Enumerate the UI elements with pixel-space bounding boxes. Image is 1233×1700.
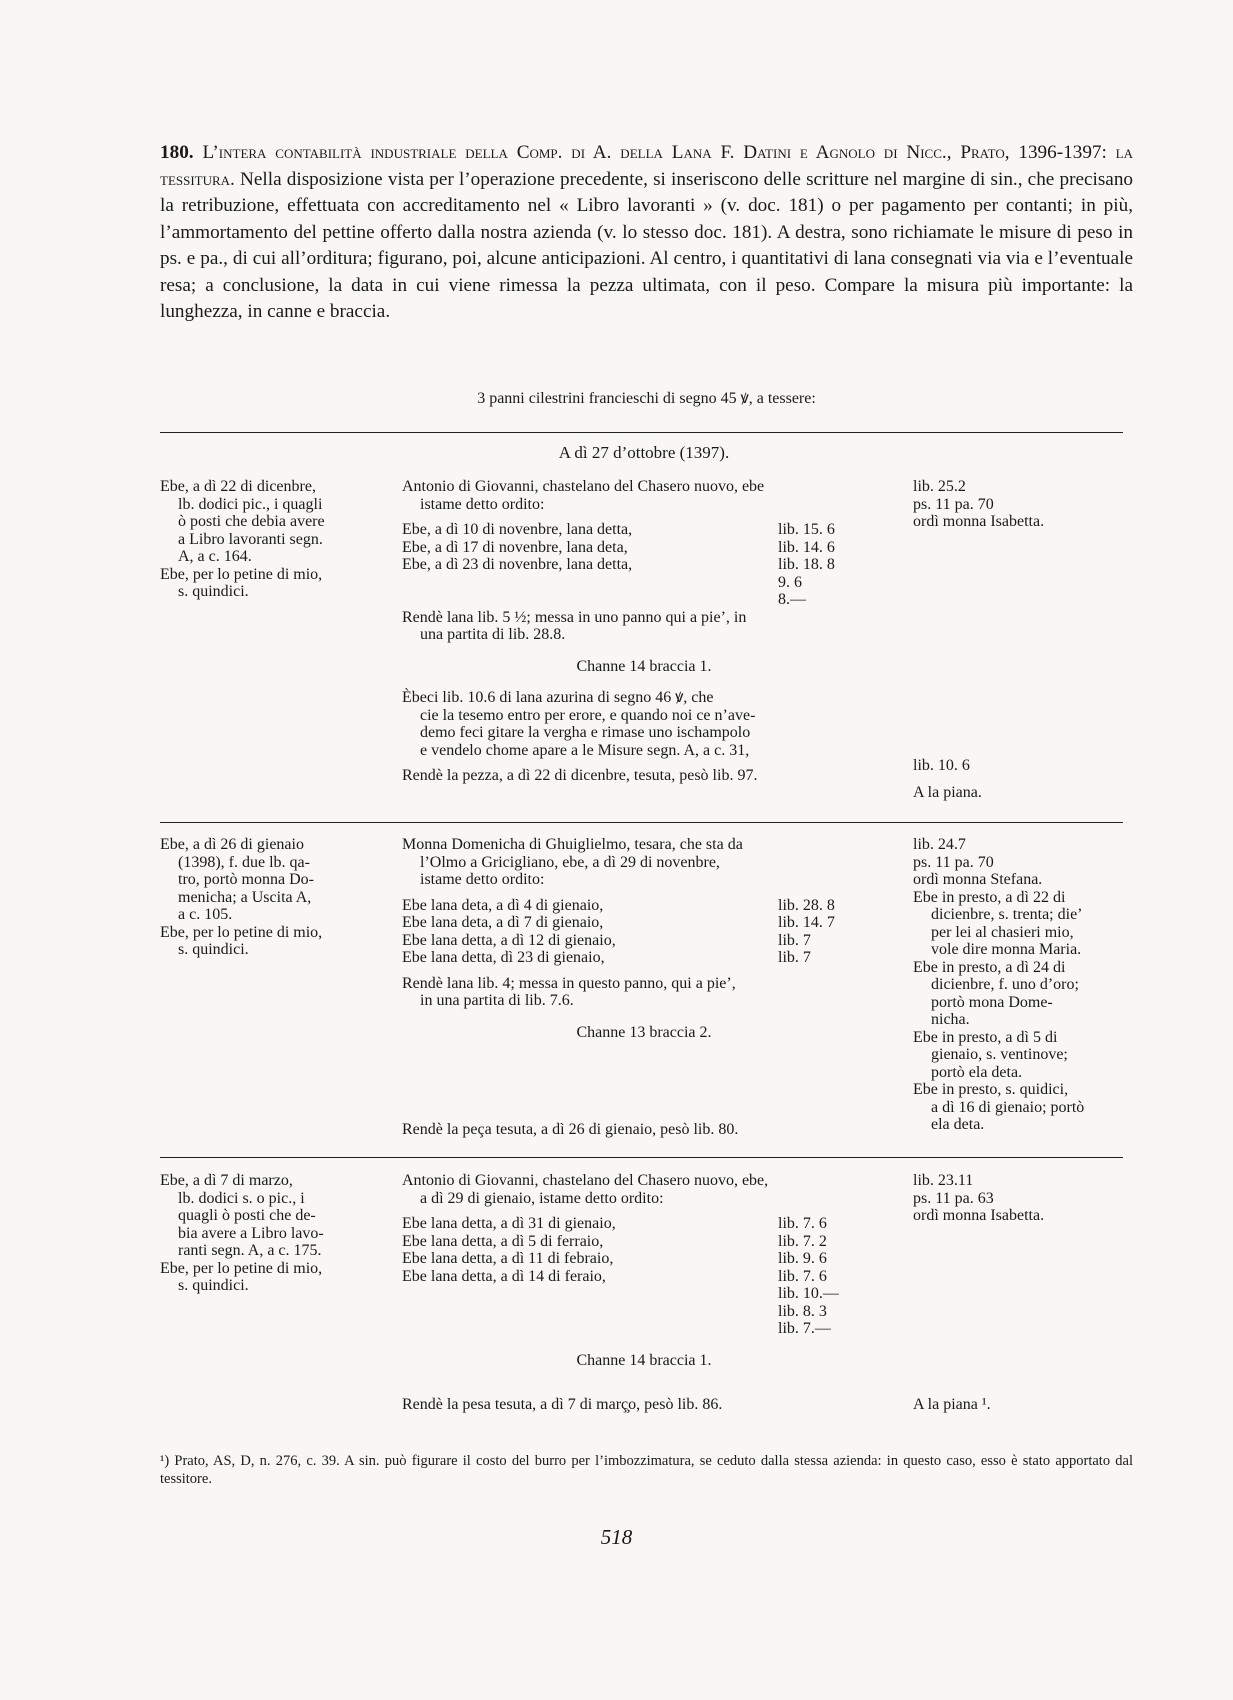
entry2-final: Rendè la peça tesuta, a dì 26 di gienaio, pesò lib. 80. [402, 1121, 739, 1138]
section-subtitle: 3 panni cilestrini francieschi di segno 45 ꝟ, a tessere: [477, 390, 816, 407]
entry3-channe: Channe 14 braccia 1. [576, 1351, 712, 1369]
table-row: Ebe lana detta, a dì 31 di gienaio, lib. 7. 6 [402, 1215, 827, 1232]
entry3-main: Antonio di Giovanni, chastelano del Chasero nuovo, ebe, a dì 29 di gienaio, istame detto ordito: Ebe lana detta, a dì 31 di gienaio, lib. 7. 6 Ebe lana detta, a dì 5 di ferraio, lib. 7. 2 Ebe lana detta, a dì 11 di febraio, lib. 9. 6 Ebe lana detta, a dì 14 di feraio, lib. 7. 6 lib. 10.— lib. 8. 3 lib. 7.— Channe 14 braccia 1. [402, 1172, 886, 1369]
table-row: Ebe lana detta, a dì 11 di febraio, lib. 9. 6 [402, 1250, 827, 1267]
entry2-channe: Channe 13 braccia 2. [576, 1023, 712, 1041]
table-row: Ebe, a dì 23 di novenbre, lana detta, lib. 18. 8 [402, 556, 835, 573]
divider [160, 1157, 1123, 1158]
doc-description: Nella disposizione vista per l’operazione precedente, si inseriscono delle scritture nel margine di sin., che precisano la retribuzione, effettuata con accreditamento nel « Libro lavoranti » (v. doc. 181) o per pagamento per contanti; in più, l’ammortamento del pettine offerto dalla nostra azienda (v. lo stesso doc. 181). A destra, sono richiamate le misure di peso in ps. e pa., di cui all’orditura; figurano, poi, alcune anticipazioni. Al centro, i quantitativi di lana consegnati via via e l’eventuale resa; a conclusione, la data in cui viene rimessa la pezza ultimata, con il peso. Compare la misura più importante: la lunghezza, in canne e braccia. [160, 168, 1134, 322]
intro-paragraph [160, 140, 1133, 326]
doc-number: 180. [160, 142, 194, 163]
entry1-right-final: A la piana. [913, 784, 982, 801]
entry1-date: A dì 27 d’ottobre (1397). [558, 443, 730, 462]
entry3-right-notes: lib. 23.11 ps. 11 pa. 63 ordì monna Isabetta. [913, 1172, 1045, 1224]
table-row: Ebe lana deta, a dì 7 di gienaio, lib. 14. 7 [402, 914, 835, 931]
table-row: Ebe lana deta, a dì 4 di gienaio, lib. 28. 8 [402, 896, 835, 914]
footnote: ¹) Prato, AS, D, n. 276, c. 39. A sin. può figurare il costo del burro per l’imbozzimatura, se ceduto dalla stessa azienda: in questo caso, esso è stato apportato dal tessitore. [160, 1453, 1133, 1487]
entry2-main: Monna Domenicha di Ghuiglielmo, tesara, che sta da l’Olmo a Gricigliano, ebe, a dì 29 di novenbre, istame detto ordito: Ebe lana deta, a dì 4 di gienaio, lib. 28. 8 Ebe lana deta, a dì 7 di gienaio, lib. 14. 7 Ebe lana detta, a dì 12 di gienaio, lib. 7 Ebe lana detta, dì 23 di gienaio, lib. 7 Rendè lana lib. 4; messa in questo panno, qui a pie’, in una partita di lib. 7.6. Channe 13 braccia 2. [402, 836, 886, 1041]
entry1-main: Antonio di Giovanni, chastelano del Chasero nuovo, ebe istame detto ordito: Ebe, a dì 10 di novenbre, lana detta, lib. 15. 6 Ebe, a dì 17 di novenbre, lana deta, lib. 14. 6 Ebe, a dì 23 di novenbre, lana detta, lib. 18. 8 9. 6 8.— Rendè lana lib. 5 ½; messa in uno panno qui a pie’, in una partita di lib. 28.8. Channe 14 braccia 1. Èbeci lib. 10.6 di lana azurina di segno 46 ꝟ, che cie la tesemo entro per erore, e quando noi ce n’ave- demo feci gitare la vergha e rimase uno ischampolo e vendelo chome apare a le Misure segn. A, a c. 31, Rendè la pezza, a dì 22 di dicenbre, tesuta, pesò lib. 97. [402, 478, 886, 785]
entry1-final: Rendè la pezza, a dì 22 di dicenbre, tesuta, pesò lib. 97. [402, 767, 758, 784]
table-row: Ebe lana detta, dì 23 di gienaio, lib. 7 [402, 949, 811, 966]
entry1-right-lib: lib. 10. 6 [913, 757, 970, 774]
entry1-right-notes: lib. 25.2 ps. 11 pa. 70 ordì monna Isabetta. [913, 478, 1045, 530]
entry3-final: Rendè la pesa tesuta, a dì 7 di març̧o, pesò lib. 86. [402, 1396, 723, 1413]
table-row: Ebe lana detta, a dì 14 di feraio, lib. 7. 6 [402, 1267, 827, 1285]
entry2-right-notes: lib. 24.7 ps. 11 pa. 70 ordì monna Stefana. Ebe in presto, a dì 22 di dicienbre, s. trenta; die’ per lei al chasieri mio, vole dire monna Maria. Ebe in presto, a dì 24 di dicienbre, f. uno d’oro; portò mona Dome- nicha. Ebe in presto, a dì 5 di gienaio, s. ventinove; portò ela deta. Ebe in presto, s. quidici, a dì 16 di gienaio; portò ela deta. [913, 836, 1085, 1133]
entry1-left-notes: Ebe, a dì 22 di dicenbre, lb. dodici pic., i quagli ò posti che debia avere a Libro lavoranti segn. A, a c. 164. Ebe, per lo petine di mio, s. quindici. [160, 478, 325, 600]
entry3-left-notes: Ebe, a dì 7 di marzo, lb. dodici s. o pic., i quagli ò posti che de- bia avere a Libro lavo- ranti segn. A, a c. 175. Ebe, per lo petine di mio, s. quindici. [160, 1172, 324, 1294]
doc-title: L’intera contabilità industriale della Comp. di A. della Lana F. Datini e Agnolo di Nicc., Prato, 1396-1397: la tessitura. [160, 142, 1134, 190]
divider [160, 432, 1123, 433]
entry1-channe: Channe 14 braccia 1. [576, 657, 712, 675]
entry3-right-final: A la piana ¹. [913, 1396, 991, 1413]
divider [160, 822, 1123, 823]
table-row: Ebe lana detta, a dì 5 di ferraio, lib. 7. 2 [402, 1232, 827, 1250]
table-row: Ebe, a dì 17 di novenbre, lana deta, lib. 14. 6 [402, 538, 835, 556]
entry2-left-notes: Ebe, a dì 26 di gienaio (1398), f. due lb. qa- tro, portò monna Do- menicha; a Uscita A, a c. 105. Ebe, per lo petine di mio, s. quindici. [160, 836, 323, 958]
page-number: 518 [600, 1525, 633, 1549]
table-row: Ebe lana detta, a dì 12 di gienaio, lib. 7 [402, 931, 811, 949]
table-row: Ebe, a dì 10 di novenbre, lana detta, lib. 15. 6 [402, 521, 835, 538]
